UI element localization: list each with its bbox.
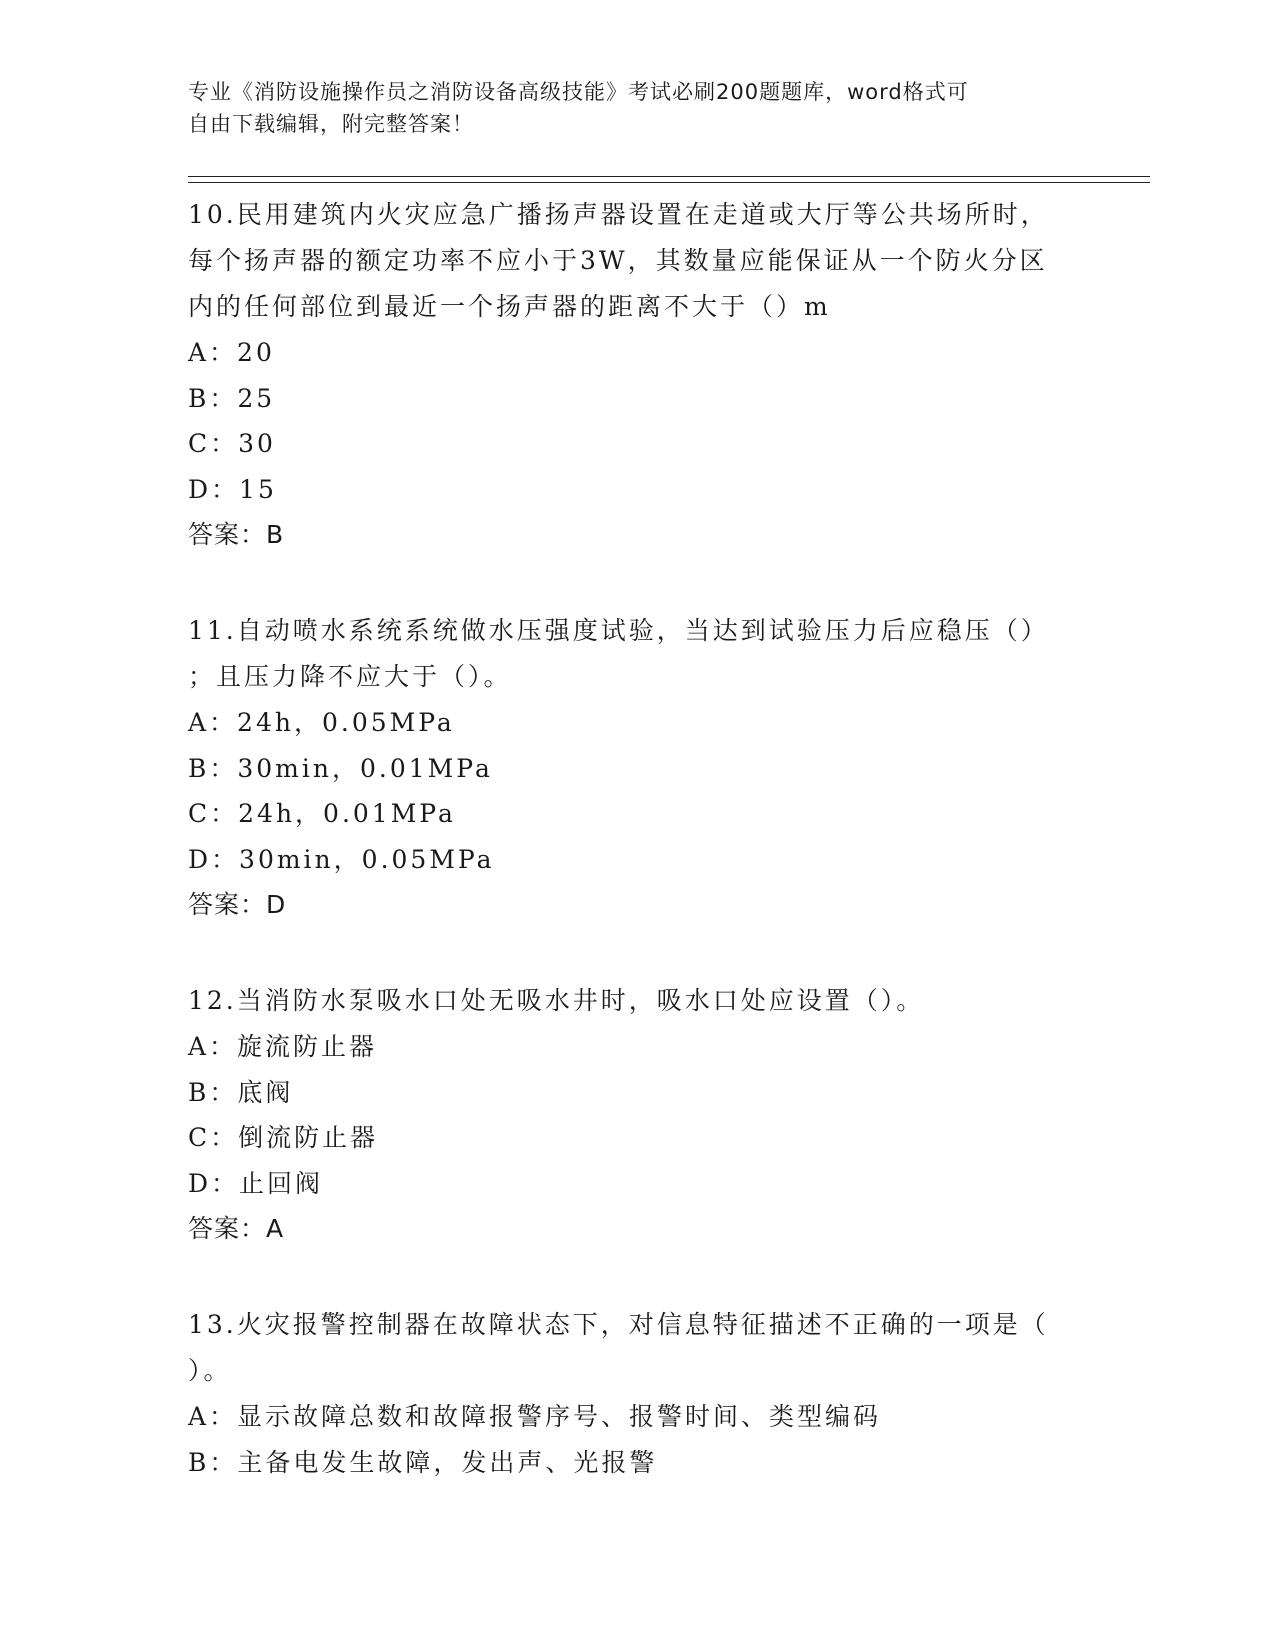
answer-label: 答案：D: [188, 890, 287, 919]
question-stem-line: 13.火灾报警控制器在故障状态下，对信息特征描述不正确的一项是（: [188, 1310, 1049, 1339]
question-10: [188, 192, 1088, 557]
option-b: B：主备电发生故障，发出声、光报警: [188, 1447, 658, 1477]
option-c: C：30: [188, 429, 276, 458]
option-a: A：显示故障总数和故障报警序号、报警时间、类型编码: [188, 1402, 882, 1431]
question-12: [188, 978, 1088, 1251]
question-stem-line: 12.当消防水泵吸水口处无吸水井时，吸水口处应设置（）。: [188, 986, 925, 1015]
answer-label: 答案：B: [188, 520, 285, 549]
option-d: D：止回阀: [188, 1168, 324, 1198]
header-line: 自由下载编辑，附完整答案！: [188, 112, 474, 136]
option-a: A：20: [188, 338, 275, 367]
option-a: A：旋流防止器: [188, 1032, 378, 1061]
header-line: 专业《消防设施操作员之消防设备高级技能》考试必刷200题题库，word格式可: [188, 80, 969, 104]
question-stem-line: ）。: [188, 1356, 232, 1385]
header-divider: [188, 176, 1150, 177]
option-d: D：15: [188, 474, 277, 504]
answer-label: 答案：A: [188, 1214, 285, 1243]
option-c: C：24h，0.01MPa: [188, 799, 456, 828]
question-stem-line: 内的任何部位到最近一个扬声器的距离不大于（）m: [188, 292, 831, 321]
question-13: [188, 1302, 1088, 1485]
question-11: [188, 608, 1088, 927]
header-divider: [188, 182, 1150, 183]
question-stem-line: 10.民用建筑内火灾应急广播扬声器设置在走道或大厅等公共场所时，: [188, 200, 1049, 229]
option-b: B：底阀: [188, 1077, 294, 1107]
option-a: A：24h，0.05MPa: [188, 708, 455, 737]
question-list: [188, 192, 1088, 1536]
option-b: B：25: [188, 383, 276, 413]
option-c: C：倒流防止器: [188, 1123, 379, 1152]
question-stem-line: 每个扬声器的额定功率不应小于3W，其数量应能保证从一个防火分区: [188, 246, 1048, 275]
question-stem-line: ；且压力降不应大于（）。: [188, 662, 512, 691]
question-stem-line: 11.自动喷水系统系统做水压强度试验，当达到试验压力后应稳压（）: [188, 616, 1049, 645]
document-header: [188, 76, 1068, 140]
option-d: D：30min，0.05MPa: [188, 844, 495, 874]
option-b: B：30min，0.01MPa: [188, 753, 493, 783]
